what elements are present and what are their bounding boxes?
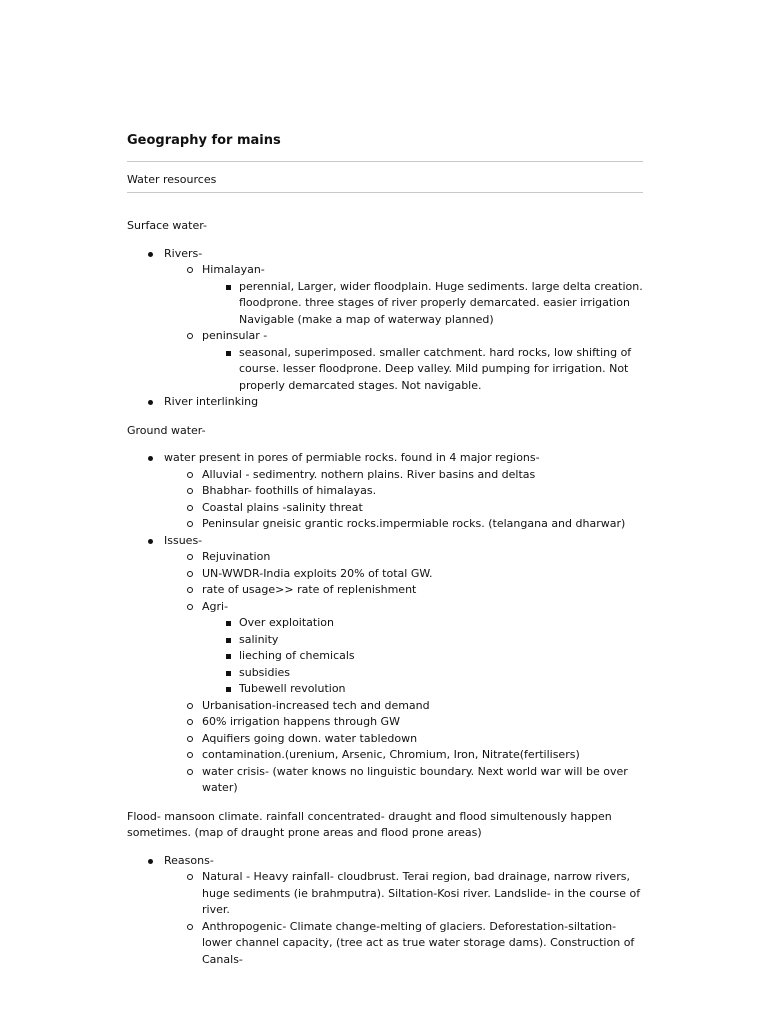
bullet-circle: [187, 267, 193, 273]
bullet-circle: [187, 719, 193, 725]
bullet-disc: [148, 539, 153, 544]
bullet-circle: [187, 604, 193, 610]
interlinking-label: River interlinking: [164, 395, 259, 408]
issue-text: Rejuvination: [202, 550, 271, 563]
region-text: Coastal plains -salinity threat: [202, 500, 363, 514]
water-present-text: water present in pores of permiable rocks. found in 4 major regions-: [164, 451, 540, 464]
bullet-circle: [187, 874, 193, 880]
list-item-agri: [202, 665, 643, 682]
reason-text: Anthropogenic- Climate change-melting of glaciers. Deforestation-siltation-lower channel capacity, (tree act as true water storage dams). Construction of Canals-: [202, 919, 635, 966]
list-item-region: [164, 500, 643, 517]
ground-water-heading: Ground water-: [127, 423, 206, 437]
issues-label: Issues-: [164, 533, 203, 547]
bullet-circle: [187, 333, 193, 339]
bullet-circle: [187, 488, 193, 494]
issue-text: Urbanisation-increased tech and demand: [202, 698, 430, 712]
list-item-rivers: [127, 246, 643, 395]
reason-text: Natural - Heavy rainfall- cloudbrust. Terai region, bad drainage, narrow rivers, huge sediments (ie brahmputra). Siltation-Kosi river. Landslide- in the course of river.: [202, 870, 641, 916]
list-item-agri: [202, 681, 643, 698]
list-item-issue: [164, 747, 643, 764]
issue-text: 60% irrigation happens through GW: [202, 715, 400, 728]
himalayan-detail-text: perennial, Larger, wider floodplain. Huge sediments. large delta creation. floodprone. three stages of river properly demarcated. easier irrigation Navigable (make a map of waterway planned): [239, 279, 643, 326]
list-item-issue-agri: [164, 599, 643, 698]
bullet-circle: [187, 472, 193, 478]
bullet-square: [226, 351, 231, 356]
list-item-agri: [202, 648, 643, 665]
list-item-issue: [164, 764, 643, 797]
surface-water-heading: Surface water-: [127, 219, 208, 232]
page-title: Geography for mains: [127, 133, 281, 148]
bullet-circle: [187, 521, 193, 527]
bullet-square: [226, 687, 231, 692]
bullet-circle: [187, 769, 193, 775]
agri-text: Over exploitation: [239, 616, 334, 629]
bullet-disc: [148, 859, 153, 864]
bullet-circle: [187, 752, 193, 758]
list-item-issue: [164, 549, 643, 566]
list-item-issue: [164, 582, 643, 599]
bullet-square: [226, 621, 231, 626]
list-item-himalayan: [164, 262, 643, 328]
agri-text: subsidies: [239, 665, 291, 679]
list-item-reason: [164, 919, 643, 969]
peninsular-label: peninsular -: [202, 329, 268, 342]
bullet-square: [226, 671, 231, 676]
list-item-region: [164, 483, 643, 500]
list-item-issue: [164, 714, 643, 731]
divider-top: [127, 161, 643, 162]
list-item-issue: [164, 731, 643, 748]
bullet-circle: [187, 554, 193, 560]
bullet-disc: [148, 400, 153, 405]
bullet-disc: [148, 456, 153, 461]
bullet-circle: [187, 571, 193, 577]
ground-water-list: [127, 450, 643, 797]
issue-text: UN-WWDR-India exploits 20% of total GW.: [202, 566, 433, 580]
bullet-circle: [187, 505, 193, 511]
list-item-issue: [164, 566, 643, 583]
list-item-interlinking: [127, 394, 643, 411]
bullet-circle: [187, 587, 193, 593]
rivers-label: Rivers-: [164, 246, 203, 260]
flood-list: [127, 853, 643, 969]
bullet-circle: [187, 736, 193, 742]
agri-text: lieching of chemicals: [239, 649, 355, 662]
bullet-disc: [148, 252, 153, 257]
list-item-peninsular: [164, 328, 643, 394]
section-subtitle: Water resources: [127, 173, 217, 186]
region-text: Bhabhar- foothills of himalayas.: [202, 484, 377, 497]
bullet-square: [226, 654, 231, 659]
list-item-reason: [164, 869, 643, 919]
list-item-issue: [164, 698, 643, 715]
notes-content: [127, 218, 643, 980]
bullet-circle: [187, 924, 193, 930]
reasons-label: Reasons-: [164, 853, 214, 867]
list-item-region: [164, 516, 643, 533]
region-text: Peninsular gneisic grantic rocks.impermiable rocks. (telangana and dharwar): [202, 517, 626, 530]
list-item-agri: [202, 615, 643, 632]
list-item-himalayan-detail: [202, 279, 643, 329]
himalayan-label: Himalayan-: [202, 263, 265, 276]
list-item-water-present: [127, 450, 643, 533]
issue-text: rate of usage>> rate of replenishment: [202, 583, 417, 596]
peninsular-detail-text: seasonal, superimposed. smaller catchment. hard rocks, low shifting of course. lesser floodprone. Deep valley. Mild pumping for irrigation. Not properly demarcated stages. Not navigable.: [239, 345, 632, 392]
issue-text: contamination.(urenium, Arsenic, Chromium, Iron, Nitrate(fertilisers): [202, 748, 580, 761]
agri-text: salinity: [239, 632, 279, 646]
bullet-square: [226, 638, 231, 643]
bullet-circle: [187, 703, 193, 709]
divider-bottom: [127, 192, 643, 193]
list-item-reasons: [127, 853, 643, 969]
flood-heading: Flood- mansoon climate. rainfall concentrated- draught and flood simultenously happen sometimes. (map of draught prone areas and flood prone areas): [127, 809, 612, 839]
bullet-square: [226, 285, 231, 290]
list-item-issues: [127, 533, 643, 797]
list-item-region: [164, 467, 643, 484]
list-item-agri: [202, 632, 643, 649]
surface-water-list: [127, 246, 643, 411]
region-text: Alluvial - sedimentry. nothern plains. River basins and deltas: [202, 467, 536, 481]
agri-text: Tubewell revolution: [239, 682, 346, 695]
agri-label: Agri-: [202, 599, 229, 613]
issue-text: Aquifiers going down. water tabledown: [202, 731, 418, 745]
list-item-peninsular-detail: [202, 345, 643, 395]
issue-text: water crisis- (water knows no linguistic boundary. Next world war will be over water): [202, 764, 628, 794]
